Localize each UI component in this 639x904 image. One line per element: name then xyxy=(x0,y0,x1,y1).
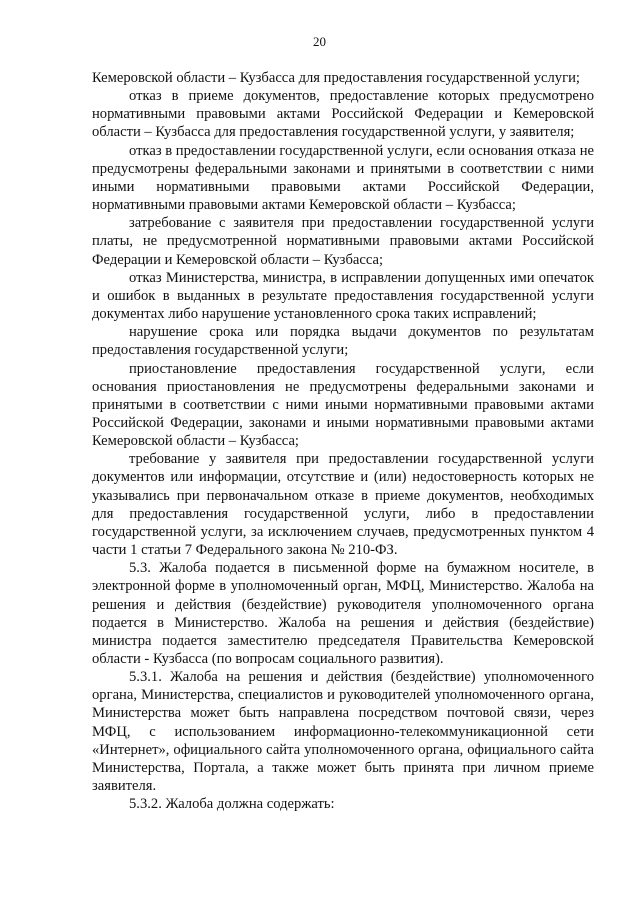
paragraph-section-5-3-1: 5.3.1. Жалоба на решения и действия (бездействие) уполномоченного органа, Министерства, специалистов и руководителей уполномоченного органа, Министерства может быть направлена посредством почтовой связи, через МФЦ, с использованием информационно-телекоммуникационной сети «Интернет», официального сайта уполномоченного органа, официального сайта Министерства, Портала, а также может быть принята при личном приеме заявителя. xyxy=(92,669,594,795)
paragraph-fee-demand: затребование с заявителя при предоставлении государственной услуги платы, не предусмотренной нормативными правовыми актами Российской Федерации и Кемеровской области – Кузбасса; xyxy=(92,215,594,268)
paragraph-refusal-service: отказ в предоставлении государственной услуги, если основания отказа не предусмотрены федеральными законами и принятыми в соответствии с ними иными нормативными правовыми актами Российской Федерации, нормативными правовыми актами Кемеровской области – Кузбасса; xyxy=(92,142,594,214)
paragraph-continuation: Кемеровской области – Кузбасса для предоставления государственной услуги; xyxy=(92,70,580,86)
paragraph-section-5-3: 5.3. Жалоба подается в письменной форме на бумажном носителе, в электронной форме в уполномоченный орган, МФЦ, Министерство. Жалоба на решения и действия (бездействие) руководителя уполномоченного органа подается в Министерство. Жалоба на решения и действия (бездействие) министра подается заместителю председателя Правительства Кемеровской области - Кузбасса (по вопросам социального развития). xyxy=(92,560,594,667)
paragraph-refusal-documents: отказ в приеме документов, предоставление которых предусмотрено нормативными правовыми актами Российской Федерации и Кемеровской области – Кузбасса для предоставления государственной услуги, у заявителя; xyxy=(92,88,594,141)
paragraph-section-5-3-2: 5.3.2. Жалоба должна содержать: xyxy=(129,796,335,813)
page-number: 20 xyxy=(313,34,326,49)
page-body xyxy=(92,69,594,813)
paragraph-deadline-violation: нарушение срока или порядка выдачи документов по результатам предоставления государственной услуги; xyxy=(92,324,594,359)
paragraph-document-demand: требование у заявителя при предоставлении государственной услуги документов или информации, отсутствие и (или) недостоверность которых не указывались при первоначальном отказе в приеме документов, необходимых для предоставления государственной услуги, либо в предоставлении государственной услуги, за исключением случаев, предусмотренных пунктом 4 части 1 статьи 7 Федерального закона № 210-ФЗ. xyxy=(92,451,594,559)
paragraph-suspension: приостановление предоставления государственной услуги, если основания приостановления не предусмотрены федеральными законами и принятыми в соответствии с ними иными нормативными правовыми актами Российской Федерации, законами и иными нормативными правовыми актами Кемеровской области – Кузбасса; xyxy=(92,360,594,450)
paragraph-refusal-corrections: отказ Министерства, министра, в исправлении допущенных ими опечаток и ошибок в выданных в результате предоставления государственной услуги документах либо нарушение установленного срока таких исправлений; xyxy=(92,269,594,323)
